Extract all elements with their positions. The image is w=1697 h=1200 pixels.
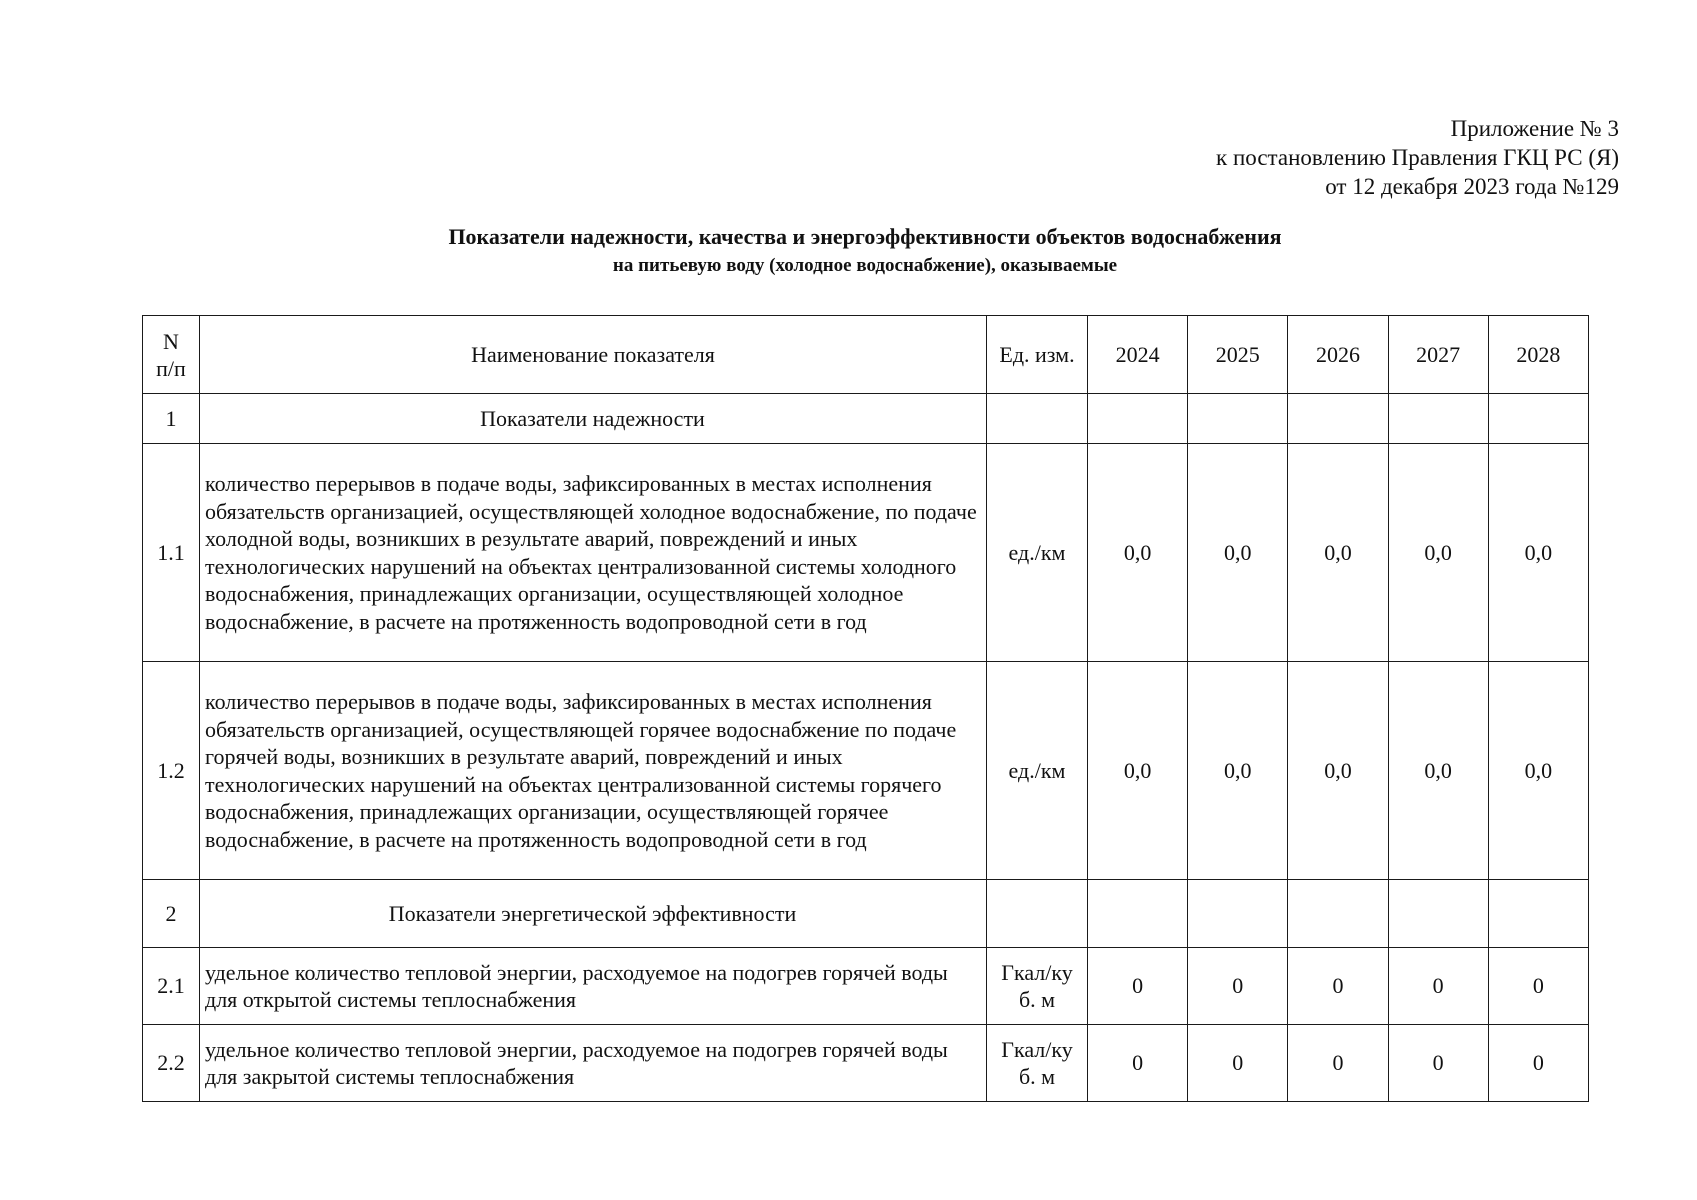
table-row-section-energy [143, 880, 1589, 948]
row-value-2025: 0,0 [1188, 444, 1288, 662]
row-number: 2 [143, 880, 200, 948]
row-value-2024: 0 [1088, 948, 1188, 1025]
appendix-number: Приложение № 3 [1450, 116, 1619, 141]
row-value-2025: 0 [1188, 1025, 1288, 1102]
header-indicator-name: Наименование показателя [200, 316, 987, 394]
row-value-2025 [1188, 880, 1288, 948]
row-value-2024: 0,0 [1088, 444, 1188, 662]
header-year-2024: 2024 [1088, 316, 1188, 394]
document-title-main: Показатели надежности, качества и энергоэффективности объектов водоснабжения [448, 224, 1282, 249]
row-value-2027: 0,0 [1388, 662, 1488, 880]
row-value-2024: 0 [1088, 1025, 1188, 1102]
table-header-row [143, 316, 1589, 394]
section-title: Показатели надежности [200, 394, 987, 444]
row-number: 1 [143, 394, 200, 444]
indicator-name: удельное количество тепловой энергии, расходуемое на подогрев горячей воды для открытой системы теплоснабжения [200, 948, 987, 1025]
document-title [142, 222, 1588, 280]
row-value-2025: 0 [1188, 948, 1288, 1025]
row-unit [987, 394, 1088, 444]
row-value-2028: 0,0 [1488, 444, 1588, 662]
header-unit: Ед. изм. [987, 316, 1088, 394]
row-value-2027: 0 [1388, 1025, 1488, 1102]
table-row-1-1 [143, 444, 1589, 662]
indicators-table [142, 315, 1589, 1102]
row-value-2026 [1288, 880, 1388, 948]
row-unit: ед./км [987, 444, 1088, 662]
table-row-2-1 [143, 948, 1589, 1025]
row-unit-line2: б. м [1018, 987, 1056, 1012]
row-value-2026: 0,0 [1288, 444, 1388, 662]
row-value-2028: 0,0 [1488, 662, 1588, 880]
row-value-2027: 0 [1388, 948, 1488, 1025]
header-number-pp: п/п [156, 355, 186, 381]
table-row-2-2 [143, 1025, 1589, 1102]
section-title: Показатели энергетической эффективности [200, 880, 987, 948]
indicator-name: количество перерывов в подаче воды, зафиксированных в местах исполнения обязательств организацией, осуществляющей горячее водоснабжение по подаче горячей воды, возникших в результате аварий, повреждений и иных технологических нарушений на объектах централизованной системы горячего водоснабжения, принадлежащих организации, осуществляющей горячее водоснабжение, в расчете на протяженность водопроводной сети в год [200, 662, 987, 880]
row-value-2025 [1188, 394, 1288, 444]
row-value-2028 [1488, 394, 1588, 444]
header-year-2025: 2025 [1188, 316, 1288, 394]
row-value-2026: 0 [1288, 1025, 1388, 1102]
row-value-2024 [1088, 394, 1188, 444]
header-number-n: N [163, 328, 179, 354]
row-unit [987, 948, 1088, 1025]
indicator-name: удельное количество тепловой энергии, расходуемое на подогрев горячей воды для закрытой системы теплоснабжения [200, 1025, 987, 1102]
appendix-reference [1216, 114, 1619, 201]
row-value-2027: 0,0 [1388, 444, 1488, 662]
row-value-2024 [1088, 880, 1188, 948]
row-value-2027 [1388, 394, 1488, 444]
row-number: 1.2 [143, 662, 200, 880]
row-unit [987, 1025, 1088, 1102]
row-value-2028: 0 [1488, 1025, 1588, 1102]
row-value-2025: 0,0 [1188, 662, 1288, 880]
indicator-name: количество перерывов в подаче воды, зафиксированных в местах исполнения обязательств организацией, осуществляющей холодное водоснабжение, по подаче холодной воды, возникших в результате аварий, повреждений и иных технологических нарушений на объектах централизованной системы холодного водоснабжения, принадлежащих организации, осуществляющей холодное водоснабжение, в расчете на протяженность водопроводной сети в год [200, 444, 987, 662]
row-unit: ед./км [987, 662, 1088, 880]
row-value-2024: 0,0 [1088, 662, 1188, 880]
header-number [143, 316, 200, 394]
row-unit-line1: Гкал/ку [1001, 1037, 1073, 1062]
document-title-sub: на питьевую воду (холодное водоснабжение), оказываемые [612, 255, 1118, 276]
row-value-2026 [1288, 394, 1388, 444]
header-year-2026: 2026 [1288, 316, 1388, 394]
row-value-2028 [1488, 880, 1588, 948]
appendix-resolution: к постановлению Правления ГКЦ РС (Я) [1216, 145, 1619, 170]
row-unit [987, 880, 1088, 948]
row-number: 2.1 [143, 948, 200, 1025]
header-year-2028: 2028 [1488, 316, 1588, 394]
row-value-2026: 0 [1288, 948, 1388, 1025]
table-row-section-reliability [143, 394, 1589, 444]
row-number: 1.1 [143, 444, 200, 662]
appendix-date: от 12 декабря 2023 года №129 [1325, 174, 1619, 199]
row-value-2028: 0 [1488, 948, 1588, 1025]
row-unit-line1: Гкал/ку [1001, 960, 1073, 985]
table-row-1-2 [143, 662, 1589, 880]
row-value-2026: 0,0 [1288, 662, 1388, 880]
row-unit-line2: б. м [1018, 1064, 1056, 1089]
header-year-2027: 2027 [1388, 316, 1488, 394]
row-value-2027 [1388, 880, 1488, 948]
row-number: 2.2 [143, 1025, 200, 1102]
